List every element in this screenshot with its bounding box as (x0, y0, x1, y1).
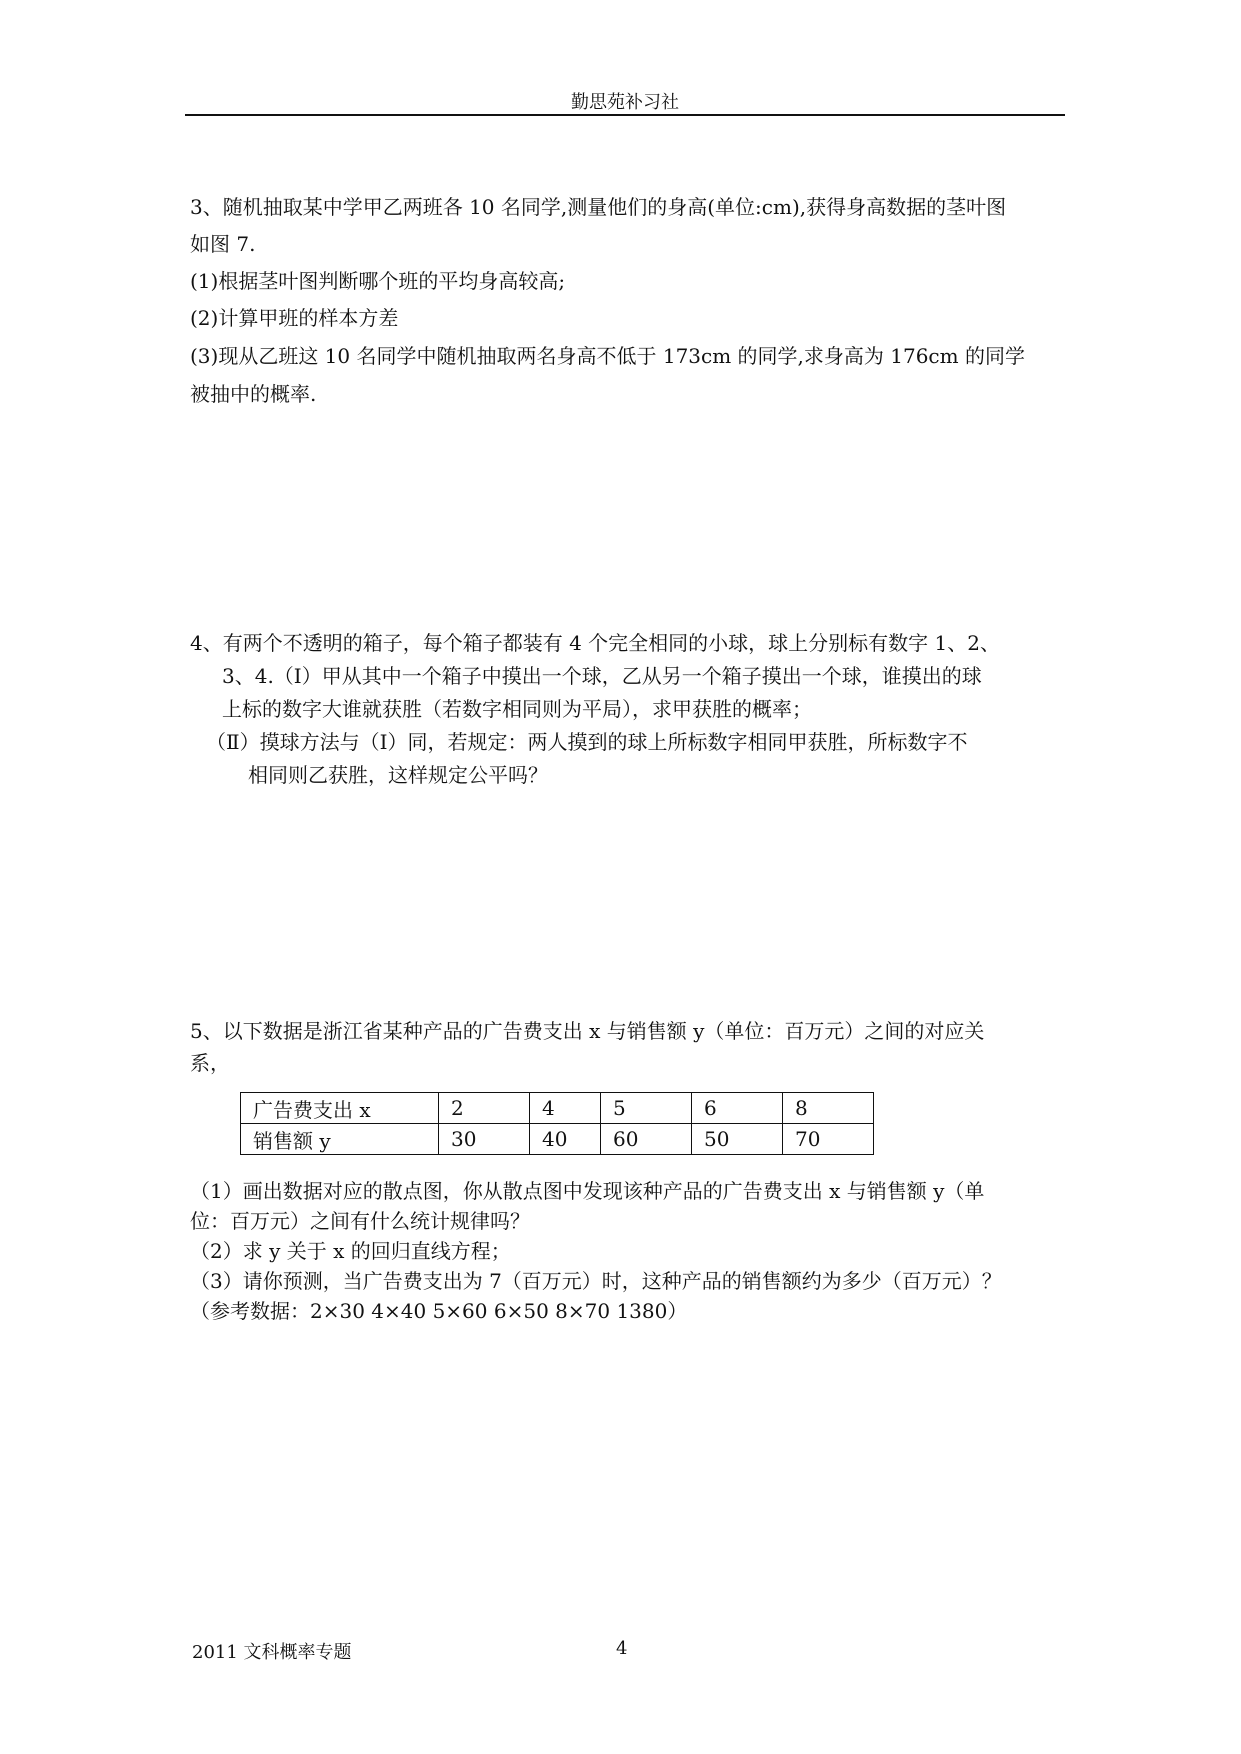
table-cell: 6 (692, 1093, 783, 1124)
header-rule (185, 114, 1065, 116)
footer-title: 2011 文科概率专题 (192, 1642, 352, 1663)
table-cell: 2 (439, 1093, 530, 1124)
q3-line-1: 3、随机抽取某中学甲乙两班各 10 名同学,测量他们的身高(单位:cm),获得身高数据的茎叶图 (190, 195, 1007, 219)
q4-line-4: （Ⅱ）摸球方法与（Ⅰ）同，若规定：两人摸到的球上所标数字相同甲获胜，所标数字不 (206, 730, 968, 754)
q3-line-2: 如图 7. (190, 232, 256, 256)
table-cell: 8 (783, 1093, 874, 1124)
table-cell: 30 (439, 1124, 530, 1155)
table-cell: 5 (601, 1093, 692, 1124)
q4-line-2: 3、4.（Ⅰ）甲从其中一个箱子中摸出一个球，乙从另一个箱子摸出一个球，谁摸出的球 (222, 664, 982, 688)
table-row (241, 1124, 874, 1155)
q5-sub-1b: 位：百万元）之间有什么统计规律吗？ (190, 1209, 530, 1233)
q5-line-1: 5、以下数据是浙江省某种产品的广告费支出 x 与销售额 y（单位：百万元）之间的对应关 (190, 1019, 985, 1043)
table-cell: 70 (783, 1124, 874, 1155)
q5-sub-1a: （1）画出数据对应的散点图，你从散点图中发现该种产品的广告费支出 x 与销售额 y（单 (190, 1179, 985, 1203)
q3-line-5: (3)现从乙班这 10 名同学中随机抽取两名身高不低于 173cm 的同学,求身高为 176cm 的同学 (190, 344, 1025, 368)
table-row (241, 1093, 874, 1124)
table-cell: 广告费支出 x (241, 1093, 439, 1124)
page-header-title: 勤思苑补习社 (571, 92, 679, 113)
q5-reference-data: （参考数据：2×30 4×40 5×60 6×50 8×70 1380） (190, 1299, 688, 1323)
page-number: 4 (616, 1638, 628, 1659)
q5-sub-2: （2）求 y 关于 x 的回归直线方程； (190, 1239, 511, 1263)
table-cell: 50 (692, 1124, 783, 1155)
q4-line-5: 相同则乙获胜，这样规定公平吗？ (248, 763, 548, 787)
q4-line-3: 上标的数字大谁就获胜（若数字相同则为平局），求甲获胜的概率； (222, 697, 812, 721)
table-cell: 60 (601, 1124, 692, 1155)
data-table (240, 1092, 874, 1155)
q3-line-6: 被抽中的概率. (190, 382, 317, 406)
q4-line-1: 4、有两个不透明的箱子，每个箱子都装有 4 个完全相同的小球，球上分别标有数字 1、2、 (190, 631, 1000, 655)
q3-line-4: (2)计算甲班的样本方差 (190, 306, 399, 330)
q5-line-2: 系， (190, 1051, 230, 1075)
table-cell: 40 (530, 1124, 601, 1155)
q3-line-3: (1)根据茎叶图判断哪个班的平均身高较高; (190, 269, 566, 293)
table-cell: 销售额 y (241, 1124, 439, 1155)
table-cell: 4 (530, 1093, 601, 1124)
q5-sub-3: （3）请你预测，当广告费支出为 7（百万元）时，这种产品的销售额约为多少（百万元）？ (190, 1269, 1002, 1293)
